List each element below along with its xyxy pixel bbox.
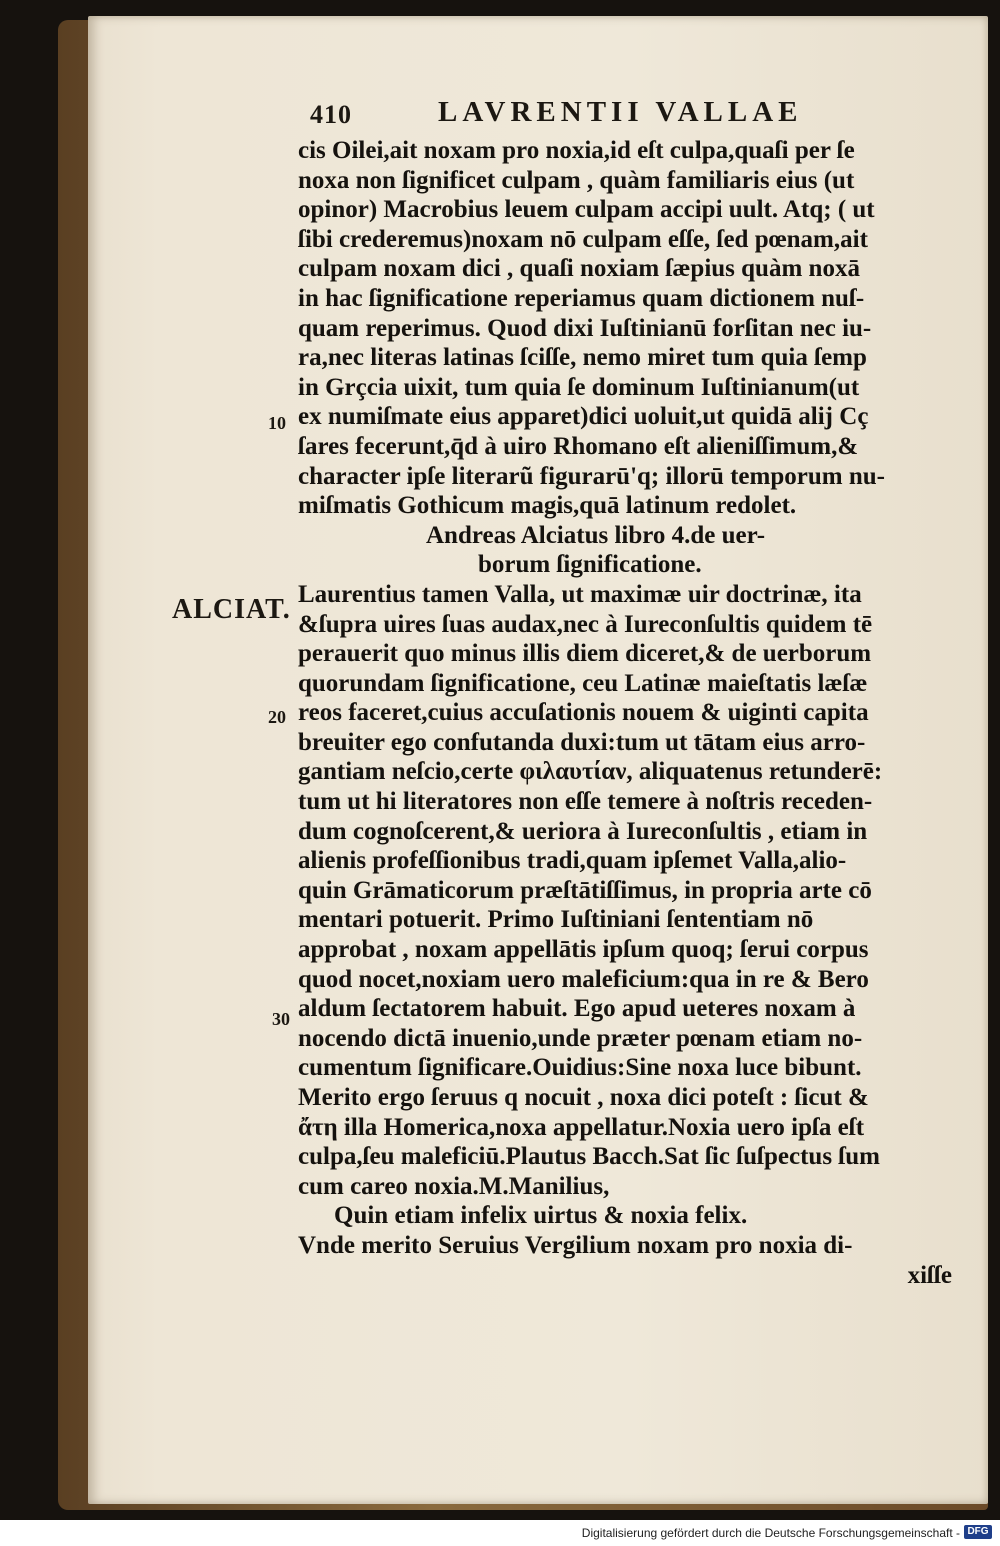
text-line: cumentum ſignificare.Ouidius:Sine noxa luce bibunt. [298,1054,862,1082]
margin-line-number-30: 30 [272,1009,290,1029]
text-line: miſmatis Gothicum magis,quā latinum redolet. [298,492,797,520]
text-line: gantiam neſcio,certe φιλαυτίαν, aliquatenus retunderē: [298,758,883,786]
text-line: cum careo noxia.M.Manilius, [298,1172,610,1200]
text-line: cis Oilei,ait noxam pro noxia,id eſt culpa,quaſi per ſe [298,137,855,164]
text-line: Vnde merito Seruius Vergilium noxam pro noxia di- [298,1231,853,1259]
text-line: ſibi crederemus)noxam nō culpam eſſe, ſed pœnam,ait [298,225,868,253]
catchword: xiſſe [907,1261,952,1289]
dfg-logo: DFG [964,1525,992,1539]
margin-note-alciat: ALCIAT. [172,594,291,625]
text-line: in hac ſignificatione reperiamus quam dictionem nuſ- [298,284,865,312]
text-line: character ipſe literarũ figurarū'q; illorū temporum nu- [298,462,885,490]
text-line: Laurentius tamen Valla, ut maximæ uir doctrinæ, ita [298,580,862,608]
text-line: perauerit quo minus illis diem diceret,& de uerborum [298,640,872,668]
text-line: ἄτη illa Homerica,noxa appellatur.Noxia uero ipſa eſt [298,1113,865,1141]
text-line: alienis profeſſionibus tradi,quam ipſemet Valla,alio- [298,847,847,875]
page-number: 410 [310,100,352,129]
funding-credit: Digitalisierung gefördert durch die Deutsche Forschungsgemeinschaft - [581,1526,960,1540]
margin-line-number-10: 10 [268,413,286,433]
text-line: Merito ergo ſeruus q nocuit , noxa dici poteſt : ſicut & [298,1084,869,1111]
running-head [310,96,830,136]
text-line: ex numiſmate eius apparet)dici uoluit,ut quidā alij Cç [298,403,869,431]
running-title: LAVRENTII VALLAE [438,96,803,128]
text-line: aldum ſectatorem habuit. Ego apud ueteres noxam à [298,995,856,1023]
text-line: noxa non ſignificet culpam , quàm familiaris eius (ut [298,166,855,194]
text-line: mentari potuerit. Primo Iuſtiniani ſententiam nō [298,906,814,934]
text-line: breuiter ego confutanda duxi:tum ut tātam eius arro- [298,728,866,756]
text-line: tum ut hi literatores non eſſe temere à noſtris receden- [298,788,873,816]
section-heading-line-2: borum ſignificatione. [478,551,702,579]
text-line: reos faceret,cuius accuſationis nouem & uiginti capita [298,699,869,727]
text-line: culpa,ſeu maleficiū.Plautus Bacch.Sat ſic ſuſpectus ſum [298,1143,880,1171]
text-line: nocendo dictā inuenio,unde præter pœnam etiam no- [298,1024,863,1052]
text-line: quam reperimus. Quod dixi Iuſtinianū forſitan nec iu- [298,314,872,342]
page-text [298,136,960,1290]
text-line: culpam noxam dici , quaſi noxiam ſæpius quàm noxā [298,255,860,283]
text-line: &ſupra uires ſuas audax,nec à Iureconſultis quidem tē [298,610,873,638]
text-line: quin Grāmaticorum præſtātiſſimus, in propria arte cō [298,876,872,904]
text-line: ra,nec literas latinas ſciſſe, nemo miret tum quia ſemp [298,344,867,372]
section-heading-line-1: Andreas Alciatus libro 4.de uer- [426,521,766,549]
text-line: approbat , noxam appellātis ipſum quoq; ſerui corpus [298,936,869,964]
margin-line-number-20: 20 [268,707,286,727]
verse-quotation: Quin etiam infelix uirtus & noxia felix. [334,1202,748,1230]
text-line: opinor) Macrobius leuem culpam accipi uult. Atq; ( ut [298,196,875,224]
text-line: dum cognoſcerent,& ueriora à Iureconſultis , etiam in [298,817,868,845]
text-line: ſares fecerunt,q̄d à uiro Rhomano eſt alieniſſimum,& [298,432,859,460]
text-line: in Grçcia uixit, tum quia ſe dominum Iuſtinianum(ut [298,373,860,401]
text-line: quorundam ſignificatione, ceu Latinæ maieſtatis læſæ [298,669,868,697]
footer-bar [0,1520,1000,1546]
text-line: quod nocet,noxiam uero maleficium:qua in re & Bero [298,965,869,993]
